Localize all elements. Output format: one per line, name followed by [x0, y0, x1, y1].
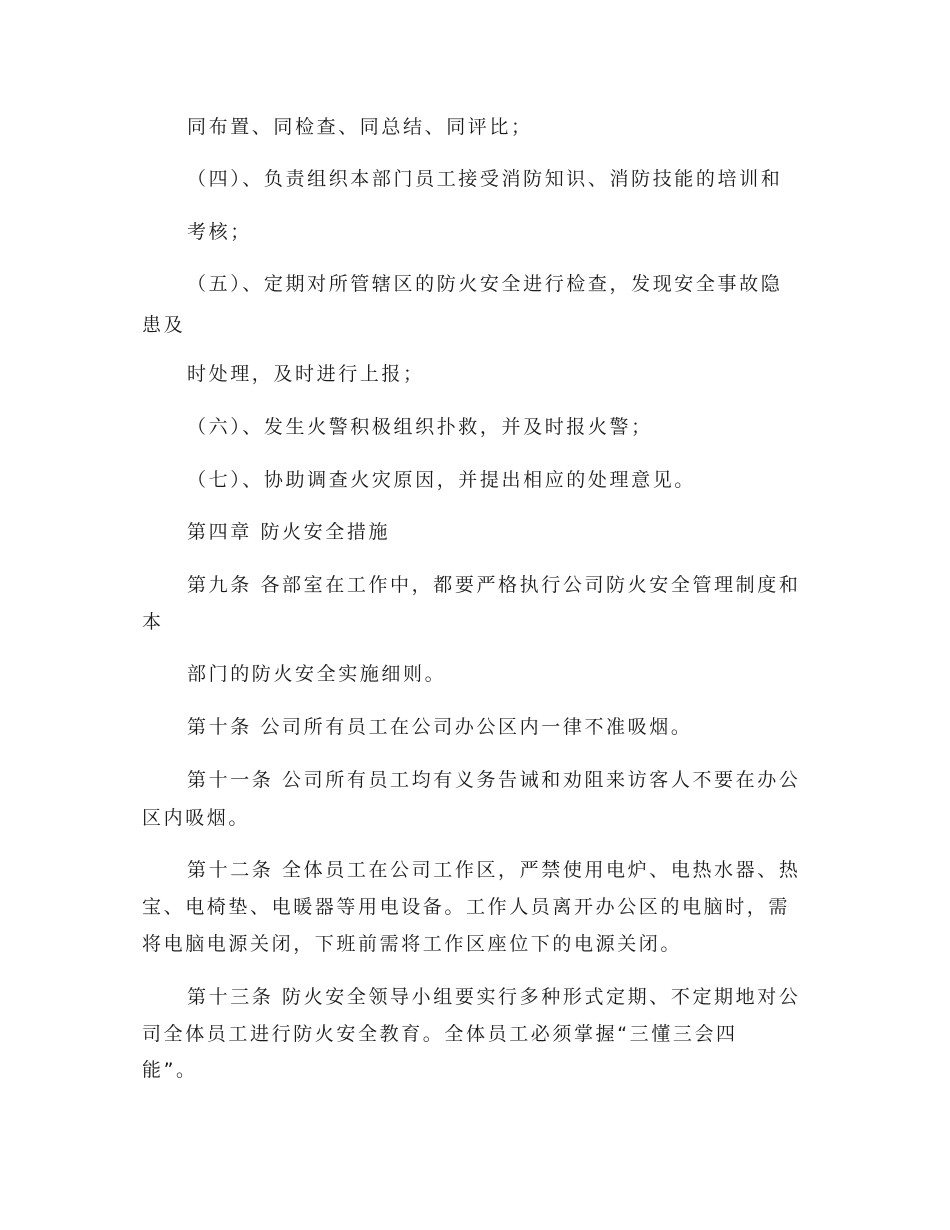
text-line: 同布置、同检查、同总结、同评比；	[187, 116, 533, 138]
text-line: 考核；	[187, 221, 252, 243]
text-line: （七）、协助调查火灾原因，并提出相应的处理意见。	[187, 469, 696, 491]
text-line: 第九条 各部室在工作中，都要严格执行公司防火安全管理制度和	[187, 574, 801, 596]
text-line: 能”。	[142, 1059, 198, 1081]
text-line: 宝、电椅垫、电暖器等用电设备。工作人员离开办公区的电脑时，需	[142, 896, 791, 918]
text-line: 第十三条 防火安全领导小组要实行多种形式定期、不定期地对公	[187, 986, 801, 1008]
text-line: 第十条 公司所有员工在公司办公区内一律不准吸烟。	[187, 716, 693, 738]
text-line: （四）、负责组织本部门员工接受消防知识、消防技能的培训和	[187, 168, 783, 190]
text-line: 将电脑电源关闭，下班前需将工作区座位下的电源关闭。	[142, 933, 683, 955]
chapter-heading: 第四章 防火安全措施	[187, 521, 391, 543]
text-line: 司全体员工进行防火安全教育。全体员工必须掌握“三懂三会四	[142, 1023, 738, 1045]
text-line: 第十一条 公司所有员工均有义务告诫和劝阻来访客人不要在办公	[187, 769, 801, 791]
text-line: 本	[142, 611, 164, 633]
text-line: 患及	[142, 314, 186, 336]
text-line: 区内吸烟。	[142, 807, 251, 829]
text-line: （六）、发生火警积极组织扑救，并及时报火警；	[187, 416, 653, 438]
text-line: （五）、定期对所管辖区的防火安全进行检查，发现安全事故隐	[187, 273, 783, 295]
text-line: 时处理，及时进行上报；	[187, 363, 425, 385]
text-line: 部门的防火安全实施细则。	[187, 663, 447, 685]
text-line: 第十二条 全体员工在公司工作区，严禁使用电炉、电热水器、热	[187, 859, 801, 881]
